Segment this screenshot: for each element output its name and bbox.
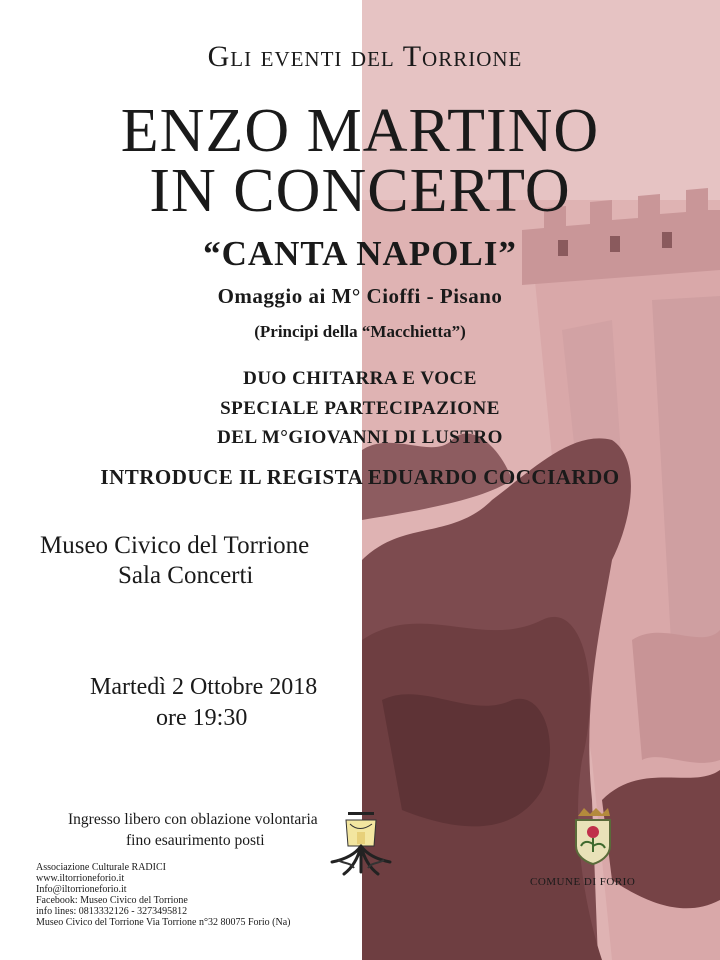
entry-info-line1: Ingresso libero con oblazione volontaria	[68, 811, 318, 828]
homage-line: Omaggio ai M° Cioffi - Pisano	[217, 284, 503, 308]
comune-di-forio-label: COMUNE DI FORIO	[530, 876, 636, 888]
performer-line-duo: DUO CHITARRA E VOCE	[243, 368, 477, 389]
headline-concert: IN CONCERTO	[149, 157, 571, 225]
introduction-line: INTRODUCE IL REGISTA EDUARDO COCCIARDO	[100, 465, 620, 489]
principi-line: (Principi della “Macchietta”)	[254, 322, 466, 341]
contact-facebook: Facebook: Museo Civico del Torrione	[36, 895, 188, 906]
contact-association: Associazione Culturale RADICI	[36, 862, 166, 873]
venue-name: Museo Civico del Torrione	[40, 532, 310, 559]
event-date: Martedì 2 Ottobre 2018	[90, 674, 318, 700]
performer-line-special: SPECIALE PARTECIPAZIONE	[220, 398, 500, 419]
event-series-title: Gli eventi del Torrione	[207, 40, 523, 73]
contact-website: www.iltorrioneforio.it	[36, 873, 125, 884]
entry-info-line2: fino esaurimento posti	[126, 832, 265, 849]
venue-room: Sala Concerti	[118, 562, 254, 589]
contact-block	[36, 862, 366, 928]
performer-line-guest: DEL M°GIOVANNI DI LUSTRO	[217, 427, 503, 448]
headline-performer: ENZO MARTINO	[120, 97, 600, 165]
contact-address: Museo Civico del Torrione Via Torrione n°32 80075 Forio (Na)	[36, 917, 291, 928]
comune-forio-crest-icon	[572, 806, 614, 866]
radici-logo-icon	[330, 812, 392, 878]
event-time: ore 19:30	[156, 705, 248, 731]
show-subtitle: “CANTA NAPOLI”	[203, 234, 517, 273]
contact-email: Info@iltorrioneforio.it	[36, 884, 127, 895]
contact-phone: info lines: 0813332126 - 3273495812	[36, 906, 188, 917]
